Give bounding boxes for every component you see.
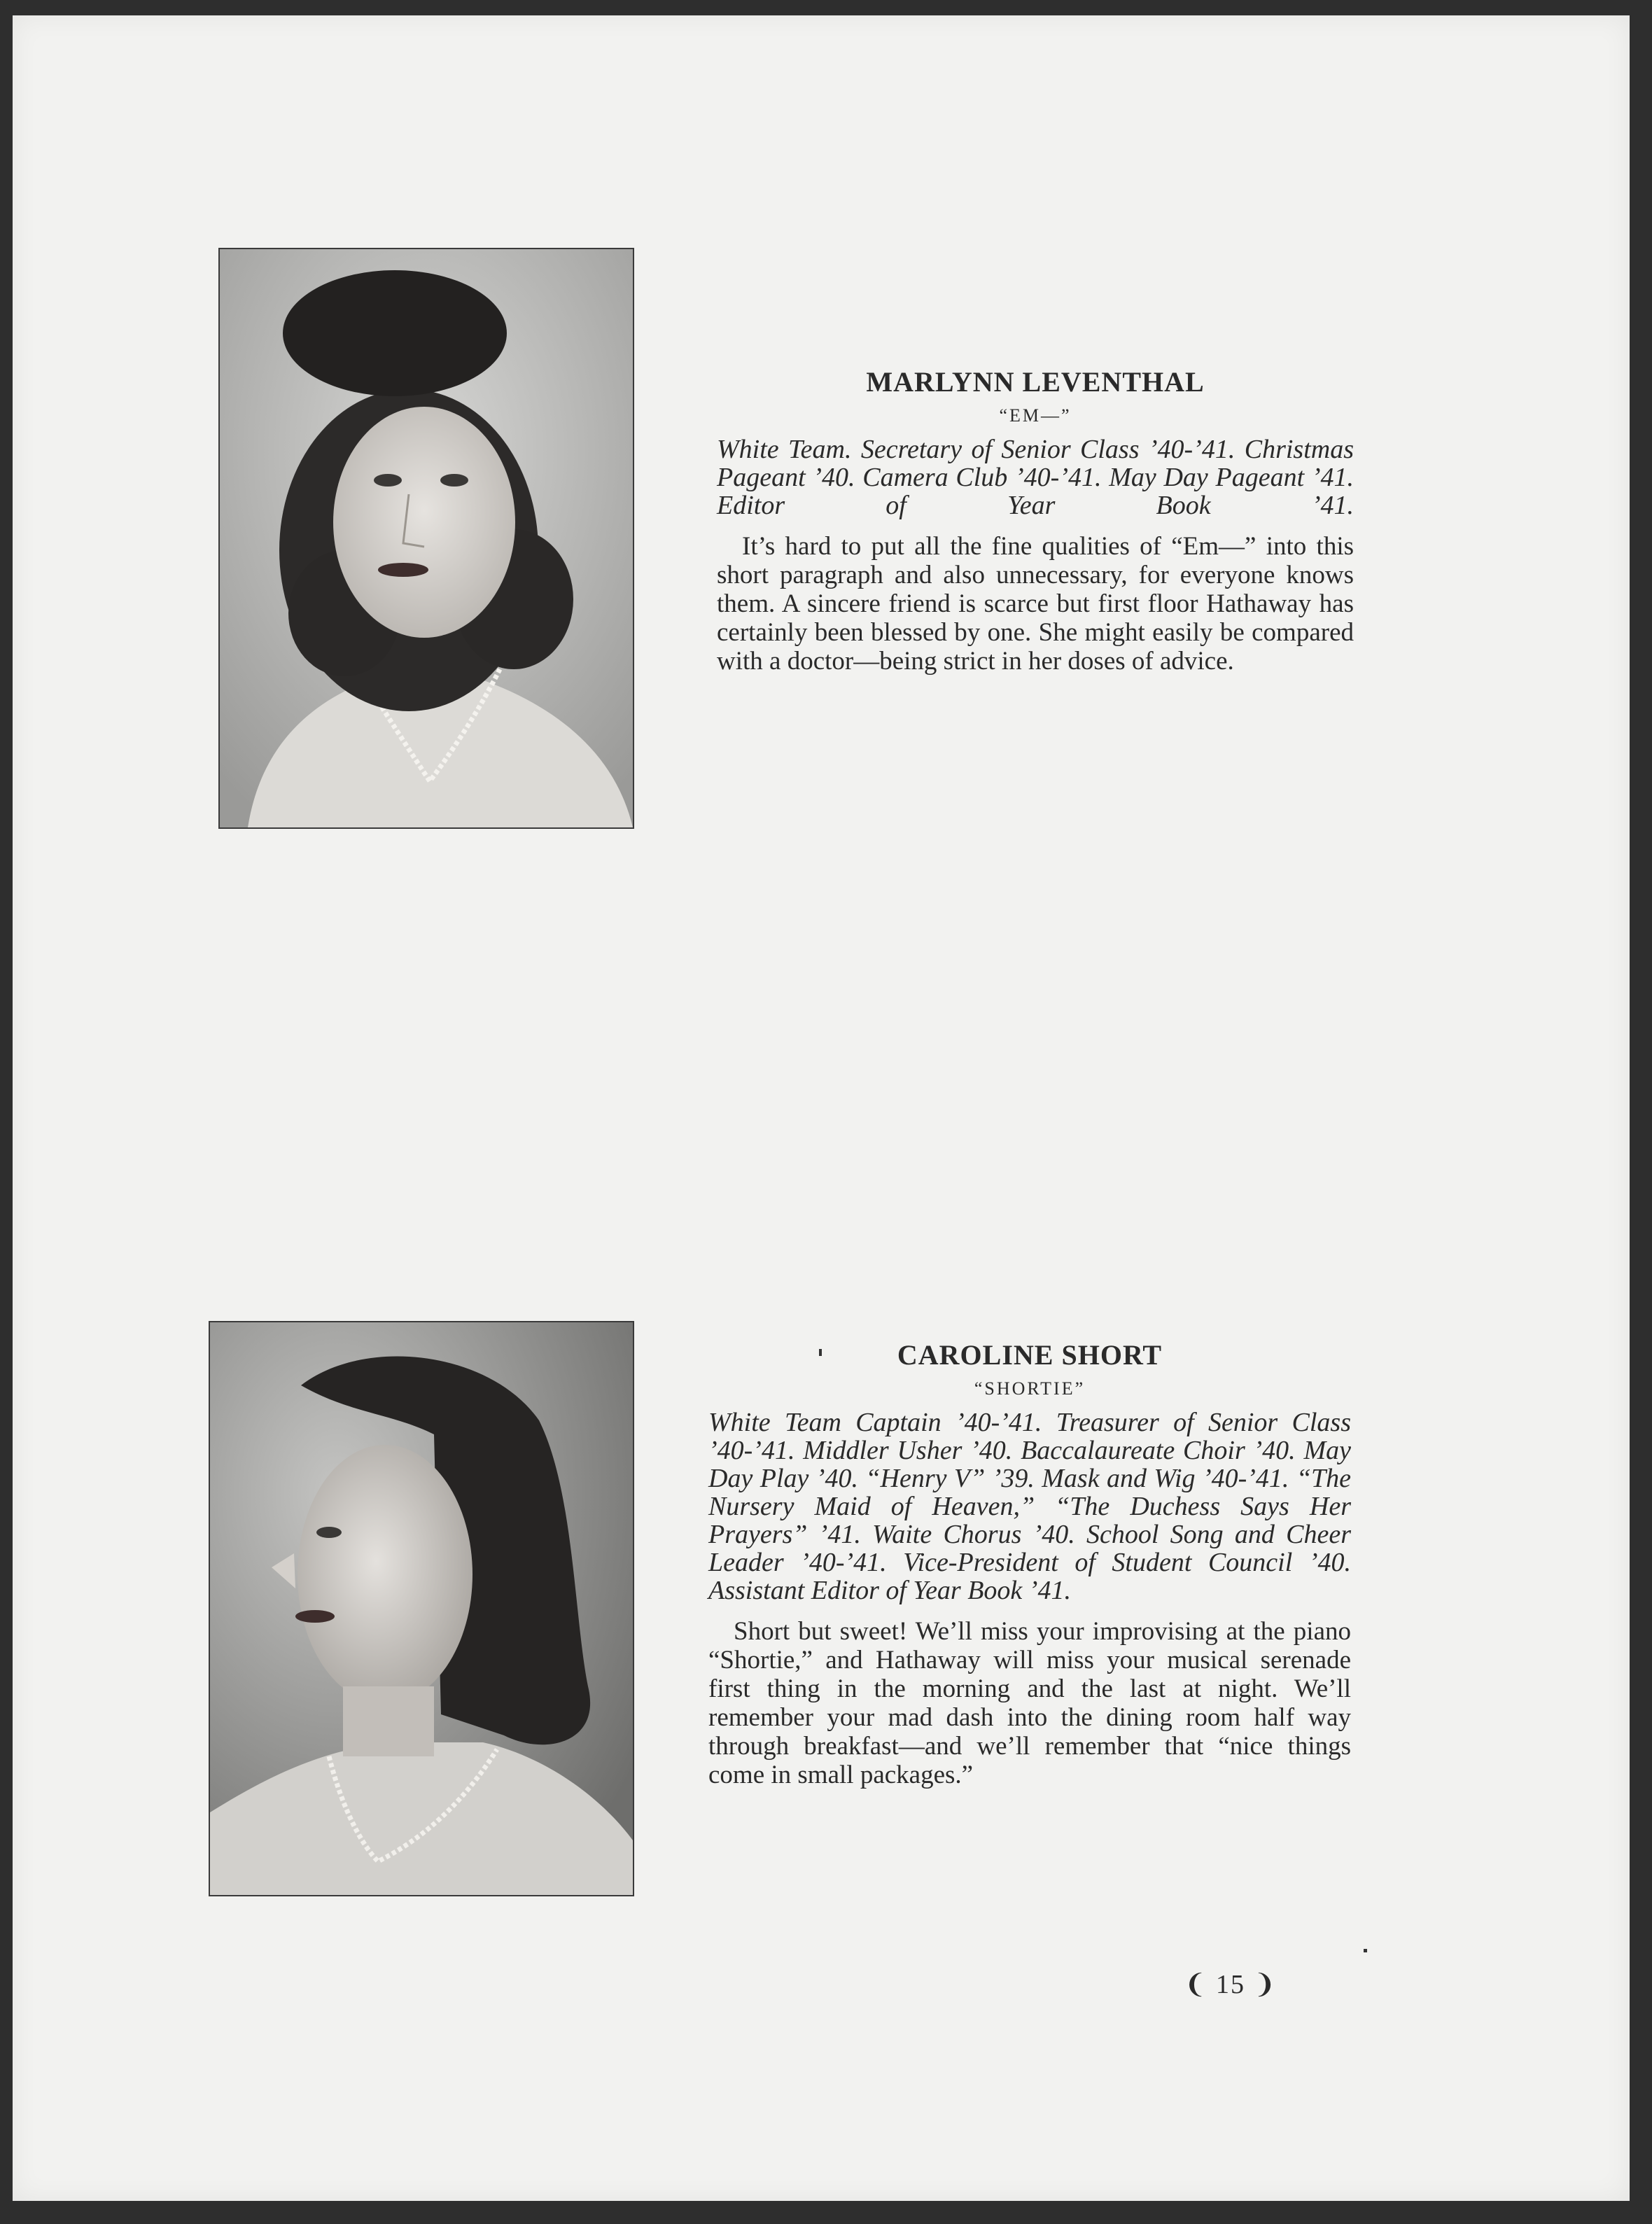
yearbook-page [13, 15, 1630, 2201]
portrait-image [220, 249, 633, 827]
profile-entry-1 [717, 365, 1354, 676]
page-number: ❨ 15 ❩ [1184, 1970, 1278, 1999]
portrait-photo-marlynn-leventhal [218, 248, 634, 829]
student-nickname: “EM—” [999, 405, 1072, 426]
portrait-image [210, 1322, 633, 1895]
student-name: CAROLINE SHORT [897, 1339, 1163, 1371]
student-nickname: “SHORTIE” [974, 1378, 1086, 1399]
student-activities: White Team Captain ’40-’41. Treasurer of Senior Class ’40-’41. Middler Usher ’40. Baccalaureate Choir ’40. May Day Play ’40. “Henry V” ’39. Mask and Wig ’40-’41. “The Nursery Maid of Heaven,” “The Duchess Says Her Prayers” ’41. Waite Chorus ’40. School Song and Cheer Leader ’40-’41. Vice-President of Student Council ’40. Assistant Editor of Year Book ’41. [708, 1408, 1351, 1605]
student-bio: It’s hard to put all the fine qualities of “Em—” into this short paragraph and also unnecessary, for everyone knows them. A sincere friend is scarce but first floor Hathaway has certainly been blessed by one. She might easily be compared with a doctor—being strict in her doses of advice. [717, 532, 1354, 676]
portrait-photo-caroline-short [209, 1321, 634, 1896]
scan-speck [1364, 1949, 1367, 1952]
student-bio: Short but sweet! We’ll miss your improvising at the piano “Shortie,” and Hathaway will miss your musical serenade first thing in the morning and the last at night. We’ll remember your mad dash into the dining room half way through breakfast—and we’ll remember that “nice things come in small packages.” [708, 1617, 1351, 1789]
profile-entry-2 [708, 1338, 1351, 1789]
scan-speck [819, 1349, 822, 1356]
student-activities: White Team. Secretary of Senior Class ’40-’41. Christmas Pageant ’40. Camera Club ’40-’41. May Day Pageant ’41. Editor of Year Book ’41. [717, 435, 1354, 520]
student-name: MARLYNN LEVENTHAL [866, 366, 1205, 398]
